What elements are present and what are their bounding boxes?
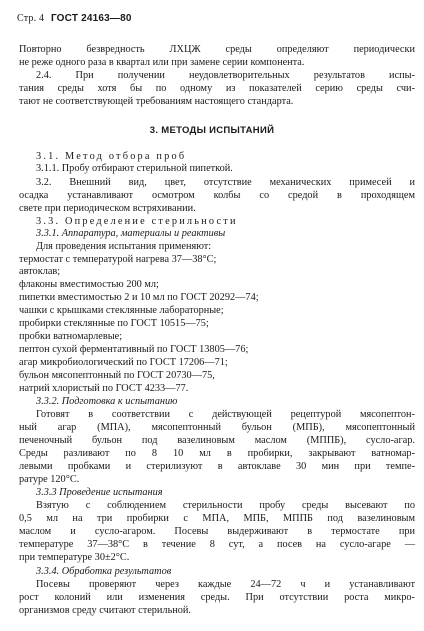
- text-line: тают не соответствующей требованиям настоящего стандарта.: [19, 96, 294, 107]
- standard-number: ГОСТ 24163—80: [50, 13, 132, 24]
- list-item: автоклав;: [19, 266, 61, 277]
- subsection-heading: 3.3.1. Аппаратура, материалы и реактивы: [36, 228, 226, 239]
- list-item: пипетки вместимостью 2 и 10 мл по ГОСТ 20292—74;: [19, 292, 259, 303]
- text-line: 3.1.1. Пробу отбирают стерильной пипеткой.: [36, 163, 233, 174]
- section-title: 3. МЕТОДЫ ИСПЫТАНИЙ: [149, 125, 275, 136]
- subsection-heading: 3.3.4. Обработка результатов: [36, 566, 172, 577]
- text-line: печеночный бульон под вазелиновым маслом (МППБ), сусло-агар.: [19, 435, 415, 446]
- list-item: пептон сухой ферментативный по ГОСТ 13805—76;: [19, 344, 249, 355]
- text-line: Готовят в соответствии с действующей рецептурой мясопептон-: [36, 409, 415, 420]
- text-line: Для проведения испытания применяют:: [36, 241, 212, 252]
- page-header: [17, 13, 132, 24]
- text-line: Посевы проверяют через каждые 24—72 ч и устанавливают: [36, 579, 415, 590]
- subsection-heading: 3.3.2. Подготовка к испытанию: [36, 396, 178, 407]
- list-item: пробирки стеклянные по ГОСТ 10515—75;: [19, 318, 209, 329]
- list-item: чашки с крышками стеклянные лабораторные;: [19, 305, 224, 316]
- text-line: рост колоний или изменения среды. При отсутствии роста микро-: [19, 592, 415, 603]
- text-line: организмов среду считают стерильной.: [19, 605, 192, 616]
- text-line: левыми пробками и стерилизуют в автоклаве 30 мин при темпе-: [19, 461, 415, 472]
- text-line: температуре 37—38°С в течение 8 сут, а посев на сусло-агаре —: [19, 539, 415, 550]
- text-line: маслом и сусло-агаром. Посевы выдерживают в термостате при: [19, 526, 415, 537]
- text-line: Среды разливают по 8 10 мл в пробирки, закрывают ватномар-: [19, 448, 415, 459]
- text-line: свете при периодическом встряхивании.: [19, 203, 196, 214]
- text-line: при температуре 30±2°С.: [19, 552, 130, 563]
- text-line: Повторно безвредность ЛХЦЖ среды определяют периодически: [19, 44, 415, 55]
- text-line: 2.4. При получении неудовлетворительных результатов испы-: [36, 70, 415, 81]
- list-item: термостат с температурой нагрева 37—38°С;: [19, 254, 217, 265]
- subsection-heading: 3.3.3 Проведение испытания: [36, 487, 163, 498]
- list-item: натрий хлористый по ГОСТ 4233—77.: [19, 383, 189, 394]
- text-line: осадка устанавливают осмотром колбы со средой в проходящем: [19, 190, 415, 201]
- text-line: 3.2. Внешний вид, цвет, отсутствие механических примесей и: [36, 177, 415, 188]
- text-line: ратуре 120°С.: [19, 474, 80, 485]
- subsection-heading: 3.3. Определение стерильности: [36, 216, 238, 227]
- text-line: ный агар (МПА), мясопептонный бульон (МПБ), мясопептонный: [19, 422, 415, 433]
- text-line: не реже одного раза в квартал или при замене серии компонента.: [19, 57, 305, 68]
- text-line: 0,5 мл на три пробирки с МПА, МПБ, МППБ под вазелиновым: [19, 513, 415, 524]
- list-item: флаконы вместимостью 200 мл;: [19, 279, 159, 290]
- list-item: агар микробиологический по ГОСТ 17206—71;: [19, 357, 228, 368]
- text-line: тания среды хотя бы по одному из показателей серию среды счи-: [19, 83, 415, 94]
- subsection-heading: 3.1. Метод отбора проб: [36, 151, 187, 162]
- page-number: Стр. 4: [17, 13, 45, 24]
- text-line: Взятую с соблюдением стерильности пробу среды высевают по: [36, 500, 415, 511]
- list-item: бульон мясопептонный по ГОСТ 20730—75,: [19, 370, 215, 381]
- list-item: пробки ватномарлевые;: [19, 331, 123, 342]
